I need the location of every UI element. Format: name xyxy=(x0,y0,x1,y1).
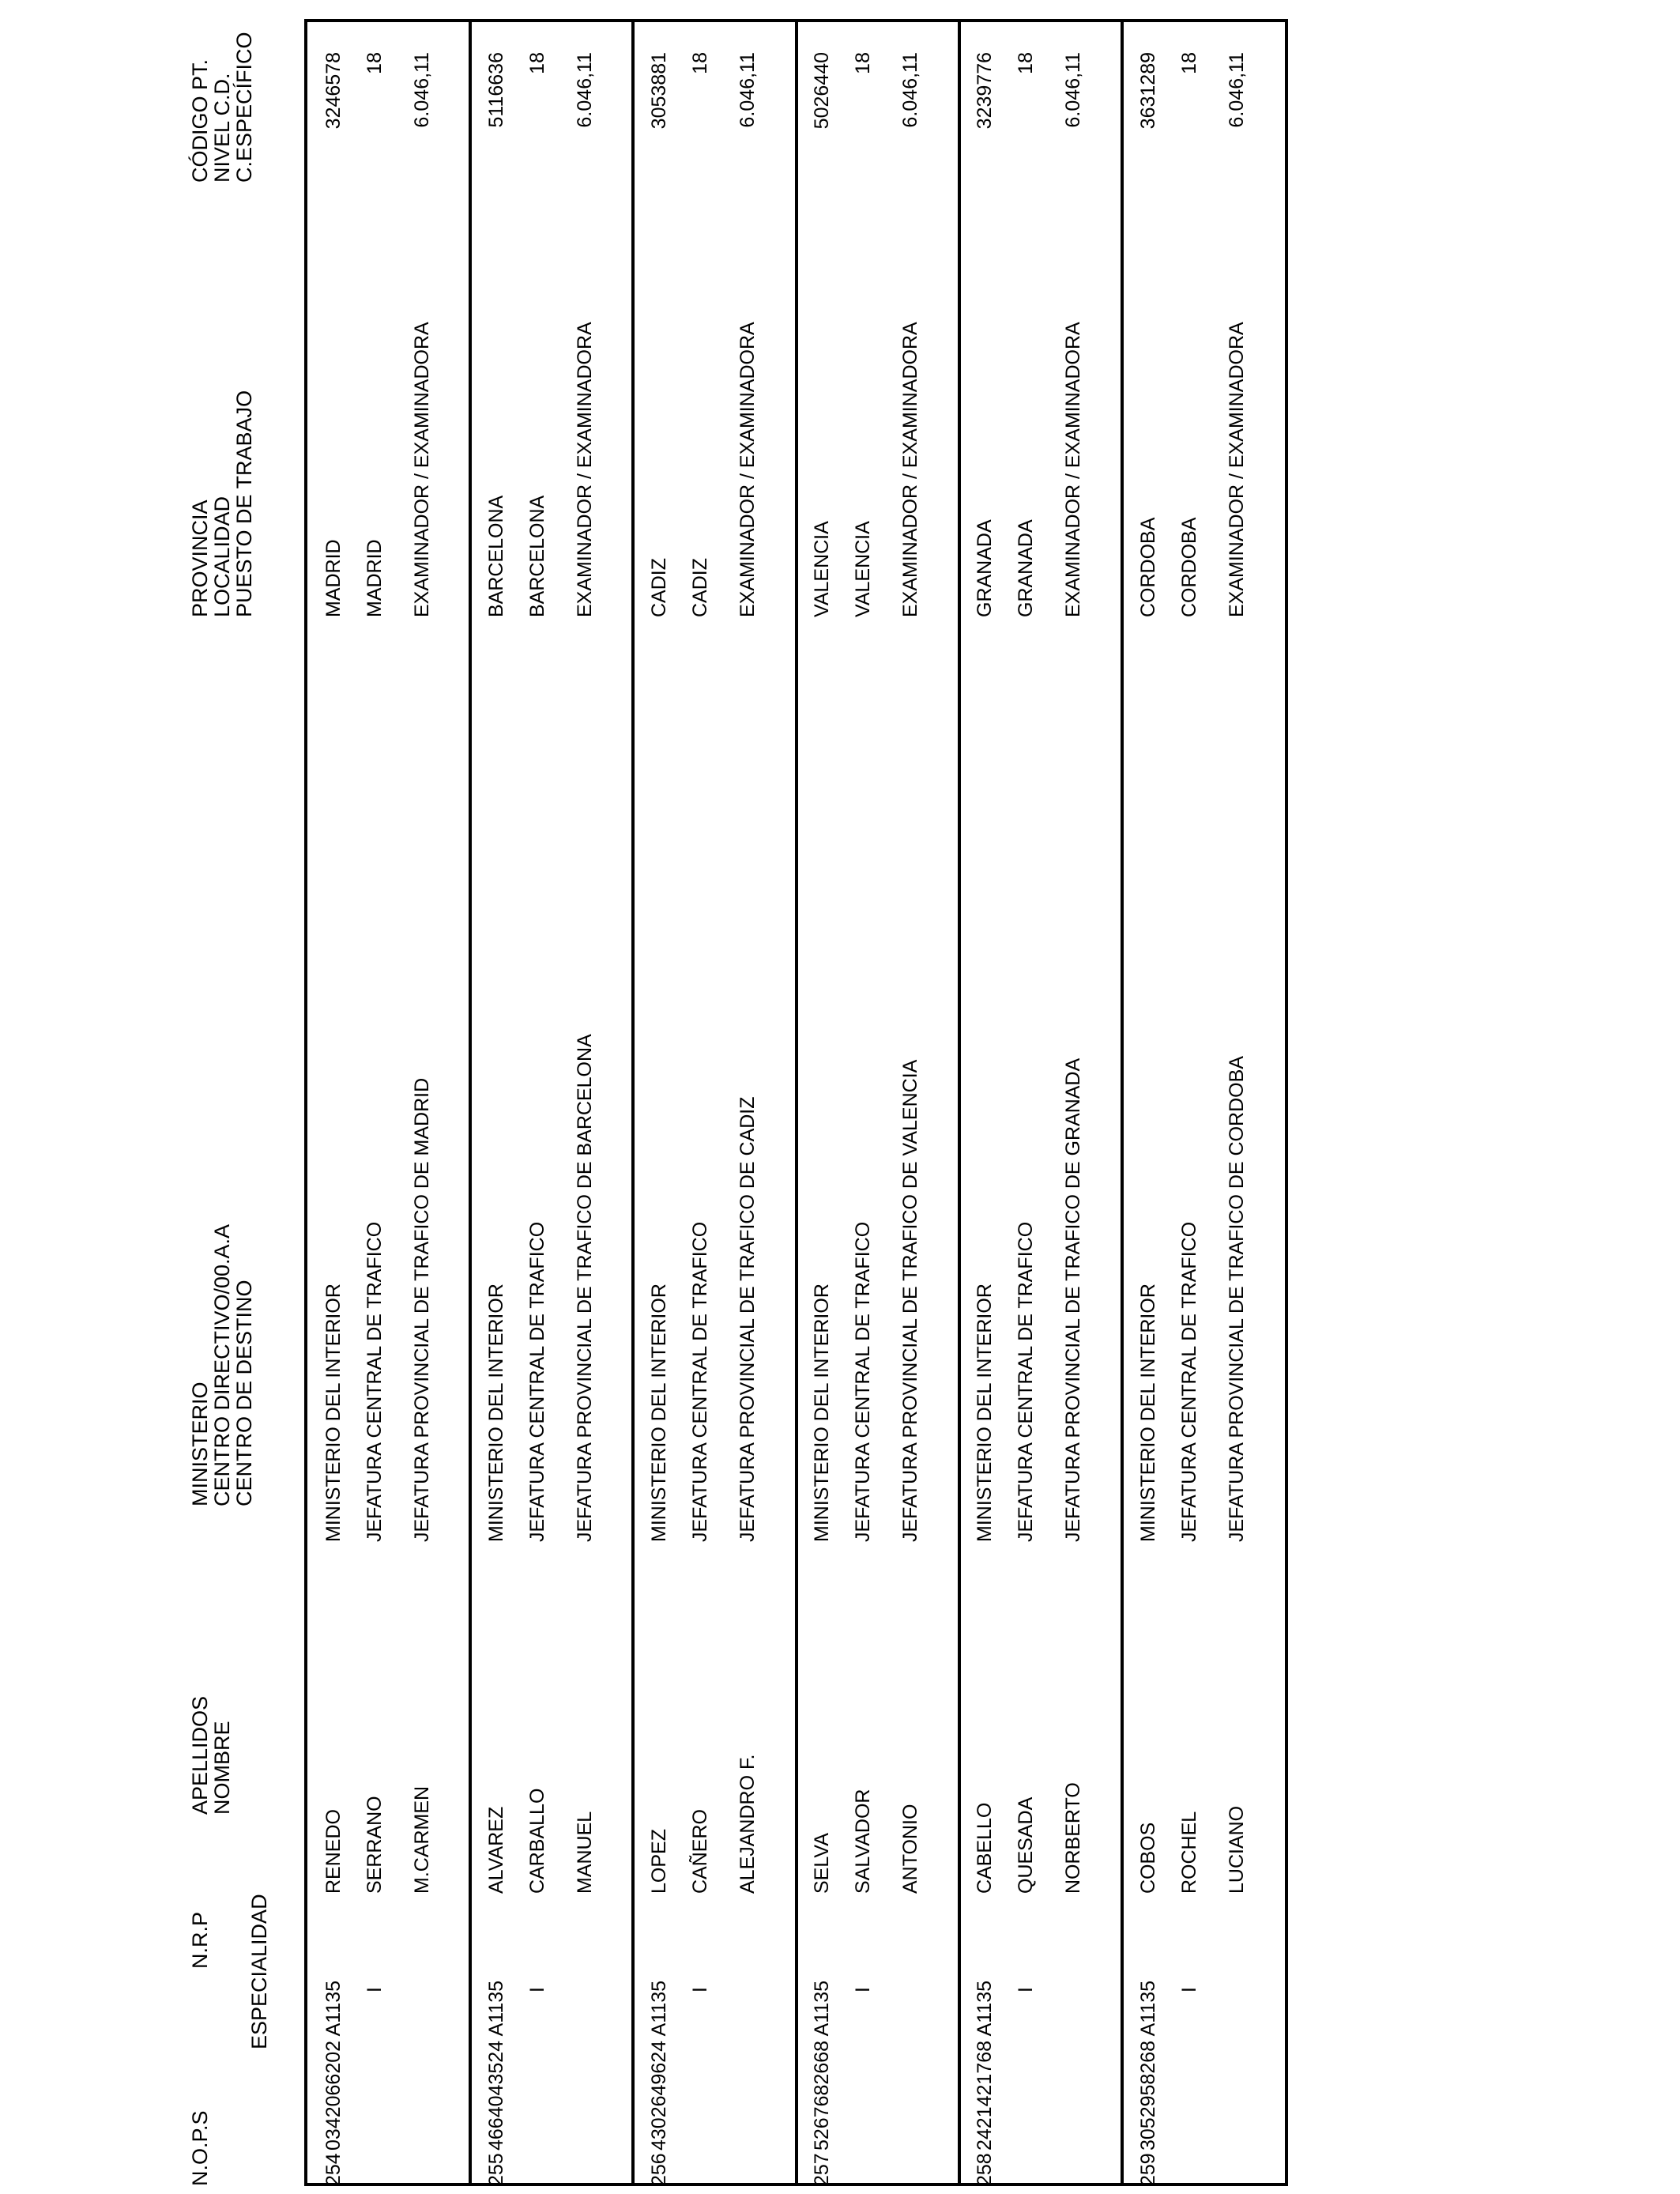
especialidad-cell: I xyxy=(526,1987,548,1992)
especifico-cell: 6.046,11 xyxy=(411,52,433,128)
row-separator xyxy=(958,19,961,2186)
centro-directivo-cell: JEFATURA CENTRAL DE TRAFICO xyxy=(363,1221,386,1542)
row-separator xyxy=(1121,19,1124,2186)
puesto-cell: EXAMINADOR / EXAMINADORA xyxy=(1226,322,1248,617)
nombre-cell: NORBERTO xyxy=(1062,1782,1084,1894)
codigo-cell: 5026440 xyxy=(811,52,833,130)
especialidad-cell: I xyxy=(1015,1987,1037,1992)
header-nombre: NOMBRE xyxy=(210,1721,234,1815)
especialidad-cell: I xyxy=(852,1987,874,1992)
header-centro-directivo: CENTRO DIRECTIVO/00.A.A xyxy=(210,1223,234,1506)
header-provincia: PROVINCIA xyxy=(188,499,212,617)
ministerio-cell: MINISTERIO DEL INTERIOR xyxy=(811,1284,833,1542)
header-localidad: LOCALIDAD xyxy=(210,496,234,617)
nops-cell: 256 xyxy=(648,2153,670,2186)
nivel-cell: 18 xyxy=(1178,52,1200,74)
puesto-cell: EXAMINADOR / EXAMINADORA xyxy=(899,322,921,617)
especialidad-cell: I xyxy=(689,1987,711,1992)
header-ministerio: MINISTERIO xyxy=(188,1382,212,1506)
codigo-cell: 3053881 xyxy=(648,52,670,130)
header-especialidad: ESPECIALIDAD xyxy=(247,1894,271,2049)
nrp-cell: 5267682668 A1135 xyxy=(811,1980,833,2151)
nrp-cell: 2421421768 A1135 xyxy=(974,1980,996,2151)
especifico-cell: 6.046,11 xyxy=(1062,52,1084,128)
nombre-cell: ANTONIO xyxy=(899,1804,921,1894)
ministerio-cell: MINISTERIO DEL INTERIOR xyxy=(485,1284,507,1542)
provincia-cell: GRANADA xyxy=(974,519,996,617)
apellido2-cell: SERRANO xyxy=(363,1796,386,1894)
nops-cell: 259 xyxy=(1137,2153,1159,2186)
especifico-cell: 6.046,11 xyxy=(899,52,921,128)
apellido2-cell: CAÑERO xyxy=(689,1809,711,1894)
centro-directivo-cell: JEFATURA CENTRAL DE TRAFICO xyxy=(1015,1221,1037,1542)
ministerio-cell: MINISTERIO DEL INTERIOR xyxy=(974,1284,996,1542)
localidad-cell: MADRID xyxy=(363,539,386,617)
localidad-cell: GRANADA xyxy=(1015,519,1037,617)
centro-destino-cell: JEFATURA PROVINCIAL DE TRAFICO DE CADIZ xyxy=(736,1096,759,1542)
puesto-cell: EXAMINADOR / EXAMINADORA xyxy=(736,322,759,617)
nivel-cell: 18 xyxy=(1015,52,1037,74)
apellido1-cell: CABELLO xyxy=(974,1802,996,1894)
row-separator xyxy=(795,19,798,2186)
localidad-cell: CORDOBA xyxy=(1178,517,1200,617)
apellido2-cell: ROCHEL xyxy=(1178,1811,1200,1894)
provincia-cell: MADRID xyxy=(322,539,345,617)
nops-cell: 255 xyxy=(485,2153,507,2186)
nrp-cell: 3052958268 A1135 xyxy=(1137,1980,1159,2151)
nops-cell: 257 xyxy=(811,2153,833,2186)
nops-cell: 254 xyxy=(322,2153,345,2186)
header-nops: N.O.P.S xyxy=(188,2110,212,2186)
nombre-cell: LUCIANO xyxy=(1226,1805,1248,1894)
apellido2-cell: CARBALLO xyxy=(526,1788,548,1894)
especifico-cell: 6.046,11 xyxy=(736,52,759,128)
provincia-cell: VALENCIA xyxy=(811,521,833,617)
header-apellidos: APELLIDOS xyxy=(188,1695,212,1815)
header-nrp: N.R.P xyxy=(188,1911,212,1969)
especialidad-cell: I xyxy=(363,1987,386,1992)
localidad-cell: CADIZ xyxy=(689,558,711,617)
header-nivel: NIVEL C.D. xyxy=(210,73,234,183)
nrp-cell: 4302649624 A1135 xyxy=(648,1980,670,2151)
puesto-cell: EXAMINADOR / EXAMINADORA xyxy=(411,322,433,617)
ministerio-cell: MINISTERIO DEL INTERIOR xyxy=(648,1284,670,1542)
provincia-cell: CORDOBA xyxy=(1137,517,1159,617)
centro-directivo-cell: JEFATURA CENTRAL DE TRAFICO xyxy=(1178,1221,1200,1542)
codigo-cell: 3239776 xyxy=(974,52,996,130)
provincia-cell: CADIZ xyxy=(648,558,670,617)
localidad-cell: VALENCIA xyxy=(852,521,874,617)
especifico-cell: 6.046,11 xyxy=(574,52,596,128)
nivel-cell: 18 xyxy=(363,52,386,74)
especialidad-cell: I xyxy=(1178,1987,1200,1992)
header-centro-destino: CENTRO DE DESTINO xyxy=(232,1280,256,1506)
nops-cell: 258 xyxy=(974,2153,996,2186)
row-separator xyxy=(631,19,635,2186)
codigo-cell: 5116636 xyxy=(485,52,507,128)
centro-destino-cell: JEFATURA PROVINCIAL DE TRAFICO DE CORDOBA xyxy=(1226,1056,1248,1542)
centro-directivo-cell: JEFATURA CENTRAL DE TRAFICO xyxy=(689,1221,711,1542)
provincia-cell: BARCELONA xyxy=(485,495,507,617)
header-especifico: C.ESPECÍFICO xyxy=(232,32,256,183)
header-codigo: CÓDIGO PT. xyxy=(188,58,212,183)
puesto-cell: EXAMINADOR / EXAMINADORA xyxy=(574,322,596,617)
apellido2-cell: SALVADOR xyxy=(852,1789,874,1894)
centro-destino-cell: JEFATURA PROVINCIAL DE TRAFICO DE VALENCIA xyxy=(899,1059,921,1542)
centro-directivo-cell: JEFATURA CENTRAL DE TRAFICO xyxy=(526,1221,548,1542)
codigo-cell: 3631289 xyxy=(1137,52,1159,130)
centro-destino-cell: JEFATURA PROVINCIAL DE TRAFICO DE GRANADA xyxy=(1062,1057,1084,1542)
nivel-cell: 18 xyxy=(852,52,874,74)
header-puesto: PUESTO DE TRABAJO xyxy=(232,390,256,617)
especifico-cell: 6.046,11 xyxy=(1226,52,1248,128)
apellido1-cell: SELVA xyxy=(811,1833,833,1894)
centro-directivo-cell: JEFATURA CENTRAL DE TRAFICO xyxy=(852,1221,874,1542)
nombre-cell: MANUEL xyxy=(574,1811,596,1894)
nivel-cell: 18 xyxy=(526,52,548,74)
apellido2-cell: QUESADA xyxy=(1015,1796,1037,1894)
nombre-cell: M.CARMEN xyxy=(411,1785,433,1894)
localidad-cell: BARCELONA xyxy=(526,495,548,617)
ministerio-cell: MINISTERIO DEL INTERIOR xyxy=(322,1284,345,1542)
puesto-cell: EXAMINADOR / EXAMINADORA xyxy=(1062,322,1084,617)
codigo-cell: 3246578 xyxy=(322,52,345,130)
nombre-cell: ALEJANDRO F. xyxy=(736,1754,759,1894)
nivel-cell: 18 xyxy=(689,52,711,74)
nrp-cell: 4664043524 A1135 xyxy=(485,1980,507,2151)
nrp-cell: 0342066202 A1135 xyxy=(322,1980,345,2151)
centro-destino-cell: JEFATURA PROVINCIAL DE TRAFICO DE BARCELONA xyxy=(574,1034,596,1542)
apellido1-cell: RENEDO xyxy=(322,1809,345,1894)
apellido1-cell: COBOS xyxy=(1137,1822,1159,1894)
apellido1-cell: LOPEZ xyxy=(648,1829,670,1894)
centro-destino-cell: JEFATURA PROVINCIAL DE TRAFICO DE MADRID xyxy=(411,1077,433,1542)
apellido1-cell: ALVAREZ xyxy=(485,1806,507,1894)
row-separator xyxy=(469,19,472,2186)
ministerio-cell: MINISTERIO DEL INTERIOR xyxy=(1137,1284,1159,1542)
